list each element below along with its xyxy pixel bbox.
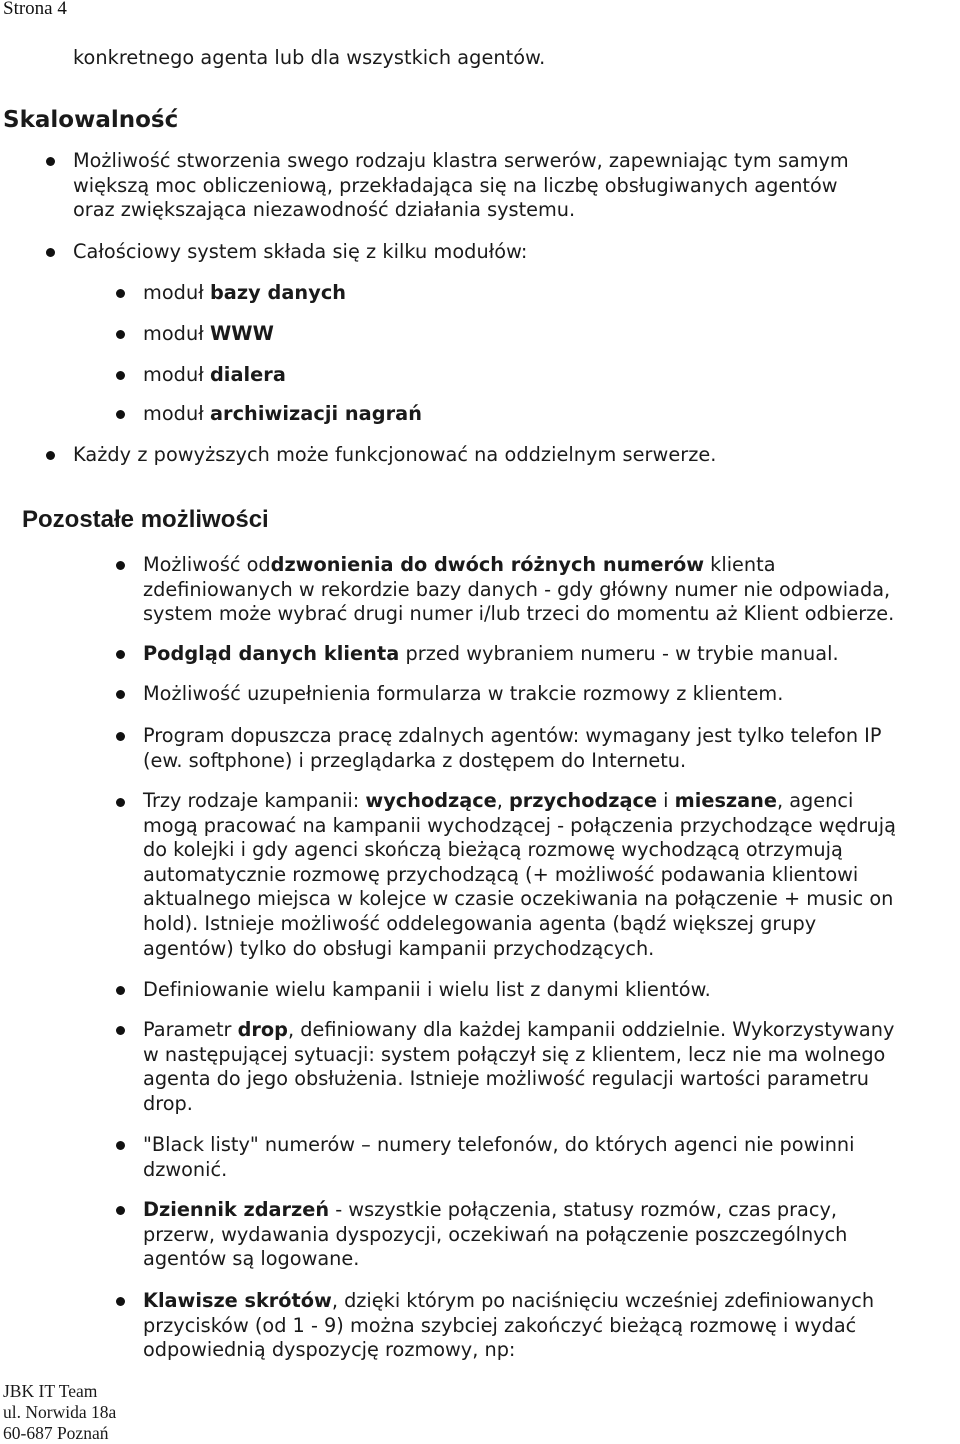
bullet-icon (116, 798, 125, 807)
feature-item: Program dopuszcza pracę zdalnych agentów: wymagany jest tylko telefon IP (ew. softphone) i przeglądarka z dostępem do Internetu. (143, 724, 882, 772)
module-item: moduł WWW (143, 322, 274, 345)
bullet-icon (116, 371, 125, 380)
feature-item: Trzy rodzaje kampanii: wychodzące, przychodzące i mieszane, agenci mogą pracować na kampanii wychodzącej - połączenia przychodzące wędrują do kolejki i gdy agenci skończą bieżącą rozmowę wychodzącą otrzymują automatycznie rozmowę przychodzącą (+ możliwość podawania klientowi aktualnego miejsca w kolejce w czasie oczekiwania na połączenie + music on hold). Istnieje możliwość oddelegowania agenta (bądź większej grupy agentów) tylko do obsługi kampanii przychodzących. (143, 789, 896, 960)
bullet-icon (116, 986, 125, 995)
text-line: oraz zwiększająca niezawodność działania systemu. (73, 198, 576, 222)
section-heading-other-features: Pozostałe możliwości (22, 506, 269, 533)
text-line: większą moc obliczeniową, przekładająca się na liczbę obsługiwanych agentów (73, 173, 838, 197)
feature-item: "Black listy" numerów – numery telefonów, do których agenci nie powinni dzwonić. (143, 1133, 855, 1181)
footer-street: ul. Norwida 18a (3, 1402, 117, 1422)
bullet-item-modules: Całościowy system składa się z kilku modułów: (73, 240, 528, 263)
section-heading-scalability: Skalowalność (3, 107, 179, 133)
bullet-icon (116, 289, 125, 298)
bullet-item-servers: Każdy z powyższych może funkcjonować na oddzielnym serwerze. (73, 443, 717, 466)
bullet-icon (116, 690, 125, 699)
bullet-icon (46, 157, 55, 166)
module-item: moduł dialera (143, 363, 286, 386)
bullet-icon (116, 1141, 125, 1150)
feature-item: Możliwość oddzwonienia do dwóch różnych numerów klienta zdefiniowanych w rekordzie bazy danych - gdy główny numer nie odpowiada, system może wybrać drugi numer i/lub trzeci do momentu aż Klient odbierze. (143, 553, 895, 626)
bullet-icon (116, 732, 125, 741)
footer-address (3, 1381, 116, 1444)
feature-item: Parametr drop, definiowany dla każdej kampanii oddzielnie. Wykorzystywany w następującej sytuacji: system połączył się z klientem, lecz nie ma wolnego agenta do jego obsłużenia. Istnieje możliwość regulacji wartości parametru drop. (143, 1018, 895, 1115)
bullet-icon (116, 1297, 125, 1306)
bullet-icon (116, 561, 125, 570)
bullet-icon (116, 1026, 125, 1035)
bullet-item-cluster (73, 149, 849, 223)
footer-company: JBK IT Team (3, 1381, 98, 1401)
bullet-icon (116, 330, 125, 339)
feature-item: Definiowanie wielu kampanii i wielu list z danymi klientów. (143, 978, 711, 1001)
bullet-icon (46, 248, 55, 257)
bullet-icon (116, 410, 125, 419)
feature-item: Klawisze skrótów, dzięki którym po naciśnięciu wcześniej zdefiniowanych przycisków (od 1 - 9) można szybciej zakończyć bieżącą rozmowę i wydać odpowiednią dyspozycję rozmowy, np: (143, 1289, 875, 1362)
module-item: moduł archiwizacji nagrań (143, 402, 422, 425)
bullet-icon (116, 1206, 125, 1215)
page-number-label: Strona 4 (3, 0, 67, 19)
intro-line: konkretnego agenta lub dla wszystkich agentów. (73, 46, 546, 69)
text-line: Możliwość stworzenia swego rodzaju klastra serwerów, zapewniając tym samym (73, 149, 849, 172)
module-item: moduł bazy danych (143, 281, 347, 304)
feature-item: Dziennik zdarzeń - wszystkie połączenia, statusy rozmów, czas pracy, przerw, wydawania dyspozycji, oczekiwań na połączenie poszczególnych agentów są logowane. (143, 1198, 848, 1271)
feature-item: Podgląd danych klienta przed wybraniem numeru - w trybie manual. (143, 642, 839, 665)
bullet-icon (116, 650, 125, 659)
footer-city: 60-687 Poznań (3, 1423, 109, 1443)
bullet-icon (46, 451, 55, 460)
feature-item: Możliwość uzupełnienia formularza w trakcie rozmowy z klientem. (143, 682, 784, 705)
